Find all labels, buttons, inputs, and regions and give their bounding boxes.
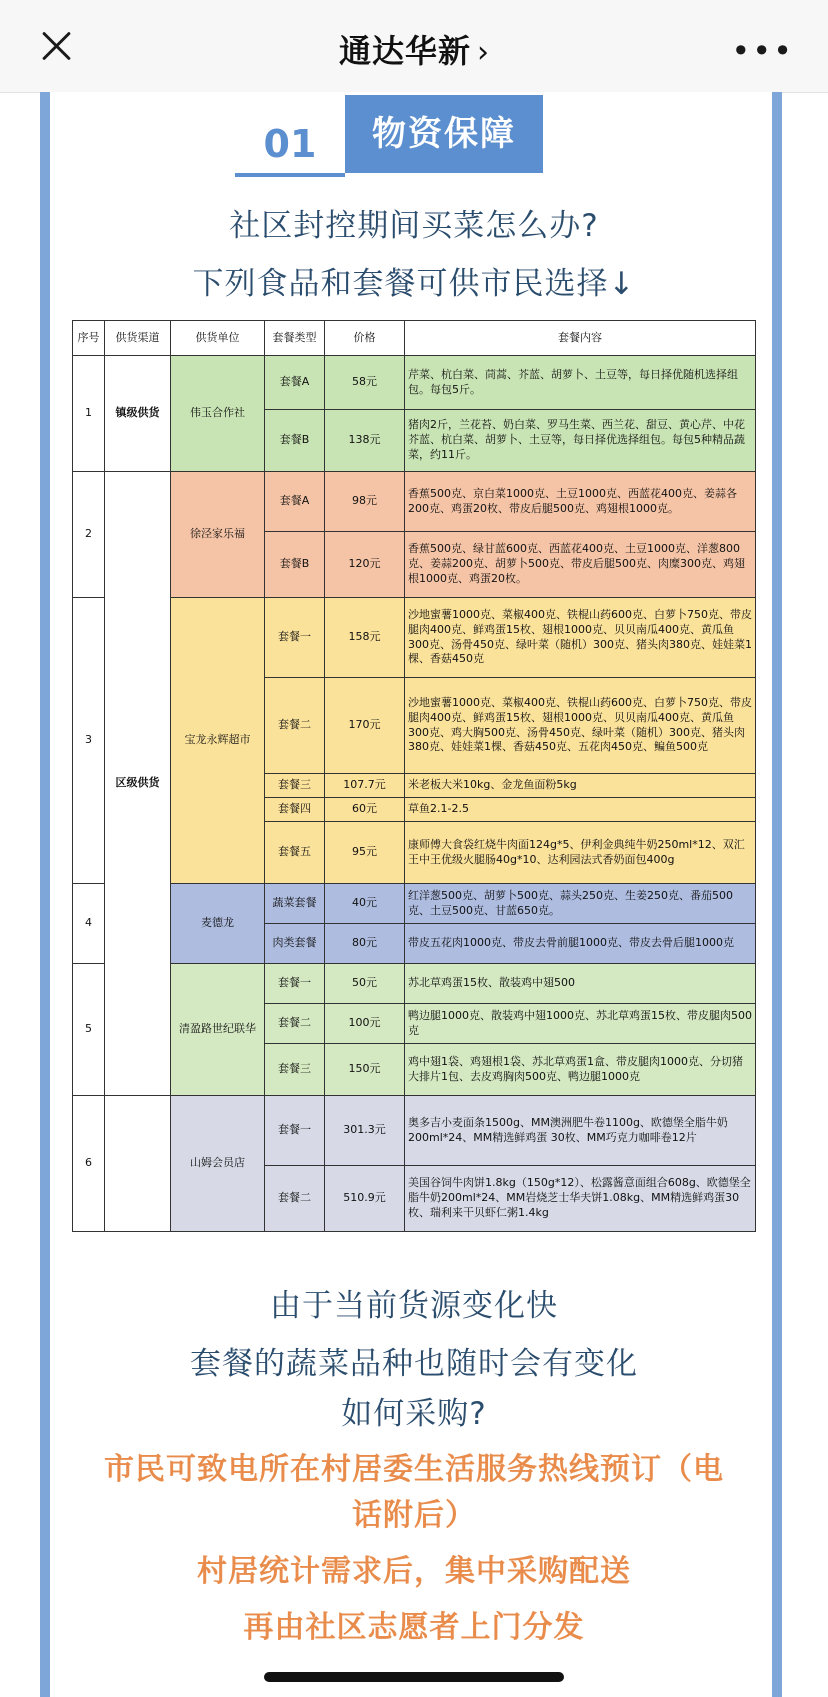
price-cell: 100元: [325, 1004, 405, 1044]
supplier-cell: 麦德龙: [171, 884, 265, 964]
price-cell: 58元: [325, 356, 405, 410]
price-cell: 60元: [325, 798, 405, 822]
account-title[interactable]: 通达华新: [338, 32, 471, 70]
table-row: [73, 964, 756, 1004]
note-line-6: 村居统计需求后，集中采购配送: [197, 1554, 631, 1589]
table-row: [73, 884, 756, 924]
price-cell: 50元: [325, 964, 405, 1004]
type-cell: 套餐一: [265, 964, 325, 1004]
type-cell: 套餐一: [265, 1096, 325, 1166]
group-no: 1: [73, 356, 105, 472]
type-cell: 套餐三: [265, 1044, 325, 1096]
price-cell: 98元: [325, 472, 405, 532]
supplier-cell: 伟玉合作社: [171, 356, 265, 472]
section-title: 物资保障: [345, 95, 543, 173]
type-cell: 套餐二: [265, 1004, 325, 1044]
intro-line-1: 社区封控期间买菜怎么办?: [229, 208, 599, 244]
content-cell: 美国谷饲牛肉饼1.8kg（150g*12）、松露酱意面组合608g、欧德堡全脂牛奶200ml*24、MM岩烧芝士华夫饼1.08kg、MM精选鲜鸡蛋30枚、瑞利来干贝虾仁粥1.4kg: [405, 1166, 756, 1232]
type-cell: 套餐B: [265, 532, 325, 598]
group-no: 2: [73, 472, 105, 598]
type-cell: 肉类套餐: [265, 924, 325, 964]
content-cell: 米老板大米10kg、金龙鱼面粉5kg: [405, 774, 756, 798]
top-nav-bar: [0, 0, 828, 93]
type-cell: 蔬菜套餐: [265, 884, 325, 924]
type-cell: 套餐四: [265, 798, 325, 822]
content-cell: 草鱼2.1-2.5: [405, 798, 756, 822]
price-cell: 95元: [325, 822, 405, 884]
price-cell: 107.7元: [325, 774, 405, 798]
price-cell: 138元: [325, 410, 405, 472]
price-cell: 301.3元: [325, 1096, 405, 1166]
note-line-1: 由于当前货源变化快: [270, 1288, 558, 1324]
channel-cell: 区级供货: [105, 472, 171, 1096]
price-cell: 158元: [325, 598, 405, 678]
content-cell: 香蕉500克、京白菜1000克、土豆1000克、西蓝花400克、姜蒜各200克、鸡蛋20枚、带皮后腿500克、鸡翅根1000克。: [405, 472, 756, 532]
table-row: [73, 472, 756, 532]
price-cell: 120元: [325, 532, 405, 598]
price-cell: 170元: [325, 678, 405, 774]
header-price: 价格: [325, 321, 405, 356]
table-row: [73, 356, 756, 410]
table-header-row: [73, 321, 756, 356]
intro-line-2: 下列食品和套餐可供市民选择↓: [192, 266, 636, 302]
price-cell: 40元: [325, 884, 405, 924]
note-line-2: 套餐的蔬菜品种也随时会有变化: [190, 1346, 638, 1382]
content-cell: 红洋葱500克、胡萝卜500克、蒜头250克、生姜250克、番茄500克、土豆500克、甘蓝650克。: [405, 884, 756, 924]
more-icon[interactable]: •••: [731, 32, 794, 70]
channel-cell: 镇级供货: [105, 356, 171, 472]
type-cell: 套餐一: [265, 598, 325, 678]
type-cell: 套餐A: [265, 472, 325, 532]
supplier-cell: 徐泾家乐福: [171, 472, 265, 598]
chevron-right-icon[interactable]: ›: [477, 35, 489, 70]
header-channel: 供货渠道: [105, 321, 171, 356]
type-cell: 套餐二: [265, 1166, 325, 1232]
type-cell: 套餐二: [265, 678, 325, 774]
content-cell: 沙地蜜薯1000克、菜椒400克、铁棍山药600克、白萝卜750克、带皮腿肉400克、鲜鸡蛋15枚、翅根1000克、贝贝南瓜400克、黄瓜鱼300克、汤骨450克、绿叶菜（随机）300克、猪头肉380克、娃娃菜1棵、香菇450克: [405, 598, 756, 678]
content-cell: 带皮五花肉1000克、带皮去骨前腿1000克、带皮去骨后腿1000克: [405, 924, 756, 964]
content-cell: 芹菜、杭白菜、茼蒿、芥蓝、胡萝卜、土豆等，每日择优随机选择组包。每包5斤。: [405, 356, 756, 410]
content-cell: 苏北草鸡蛋15枚、散装鸡中翅500: [405, 964, 756, 1004]
type-cell: 套餐五: [265, 822, 325, 884]
supplier-cell: 宝龙永辉超市: [171, 598, 265, 884]
section-heading: [235, 95, 555, 175]
type-cell: 套餐三: [265, 774, 325, 798]
note-line-3: 如何采购?: [341, 1396, 487, 1432]
package-table: [72, 320, 756, 1232]
content-cell: 沙地蜜薯1000克、菜椒400克、铁棍山药600克、白萝卜750克、带皮腿肉400克、鲜鸡蛋15枚、翅根1000克、贝贝南瓜400克、黄瓜鱼300克、鸡大胸500克、汤骨450克、绿叶菜（随机）300克、猪头肉380克、娃娃菜1棵、香菇450克、五花肉450克、鳊鱼500克: [405, 678, 756, 774]
home-indicator[interactable]: [264, 1672, 564, 1682]
price-cell: 80元: [325, 924, 405, 964]
content-cell: 香蕉500克、绿甘蓝600克、西蓝花400克、土豆1000克、洋葱800克、姜蒜200克、胡萝卜500克、带皮后腿500克、肉糜300克、鸡翅根1000克、鸡蛋20枚。: [405, 532, 756, 598]
supplier-cell: 清盈路世纪联华: [171, 964, 265, 1096]
group-no: 6: [73, 1096, 105, 1232]
title-area[interactable]: [0, 26, 828, 72]
content-cell: 奥多吉小麦面条1500g、MM澳洲肥牛卷1100g、欧德堡全脂牛奶200ml*24、MM精选鲜鸡蛋 30枚、MM巧克力咖啡卷12片: [405, 1096, 756, 1166]
content-cell: 鸭边腿1000克、散装鸡中翅1000克、苏北草鸡蛋15枚、带皮腿肉500克: [405, 1004, 756, 1044]
type-cell: 套餐A: [265, 356, 325, 410]
note-line-4: 市民可致电所在村居委生活服务热线预订（电: [104, 1452, 724, 1487]
group-no: 5: [73, 964, 105, 1096]
content-cell: 鸡中翅1袋、鸡翅根1袋、苏北草鸡蛋1盒、带皮腿肉1000克、分切猪大排片1包、去皮鸡胸肉500克、鸭边腿1000克: [405, 1044, 756, 1096]
header-type: 套餐类型: [265, 321, 325, 356]
group-no: 4: [73, 884, 105, 964]
supplier-cell: 山姆会员店: [171, 1096, 265, 1232]
header-no: 序号: [73, 321, 105, 356]
content-cell: 康师傅大食袋红烧牛肉面124g*5、伊利金典纯牛奶250ml*12、双汇王中王优级火腿肠40g*10、达利园法式香奶面包400g: [405, 822, 756, 884]
price-cell: 510.9元: [325, 1166, 405, 1232]
channel-cell-empty: [105, 1096, 171, 1232]
table-row: [73, 1096, 756, 1166]
note-line-7: 再由社区志愿者上门分发: [243, 1610, 585, 1645]
group-no: 3: [73, 598, 105, 884]
header-supplier: 供货单位: [171, 321, 265, 356]
header-content: 套餐内容: [405, 321, 756, 356]
type-cell: 套餐B: [265, 410, 325, 472]
price-cell: 150元: [325, 1044, 405, 1096]
table-row: [73, 598, 756, 678]
section-number: 01: [235, 115, 345, 177]
content-cell: 猪肉2斤，兰花苔、奶白菜、罗马生菜、西兰花、甜豆、黄心芹、中花芥蓝、杭白菜、胡萝卜、土豆等，每日择优选择组包。每包5种精品蔬菜，约11斤。: [405, 410, 756, 472]
note-line-5: 话附后）: [352, 1498, 476, 1533]
